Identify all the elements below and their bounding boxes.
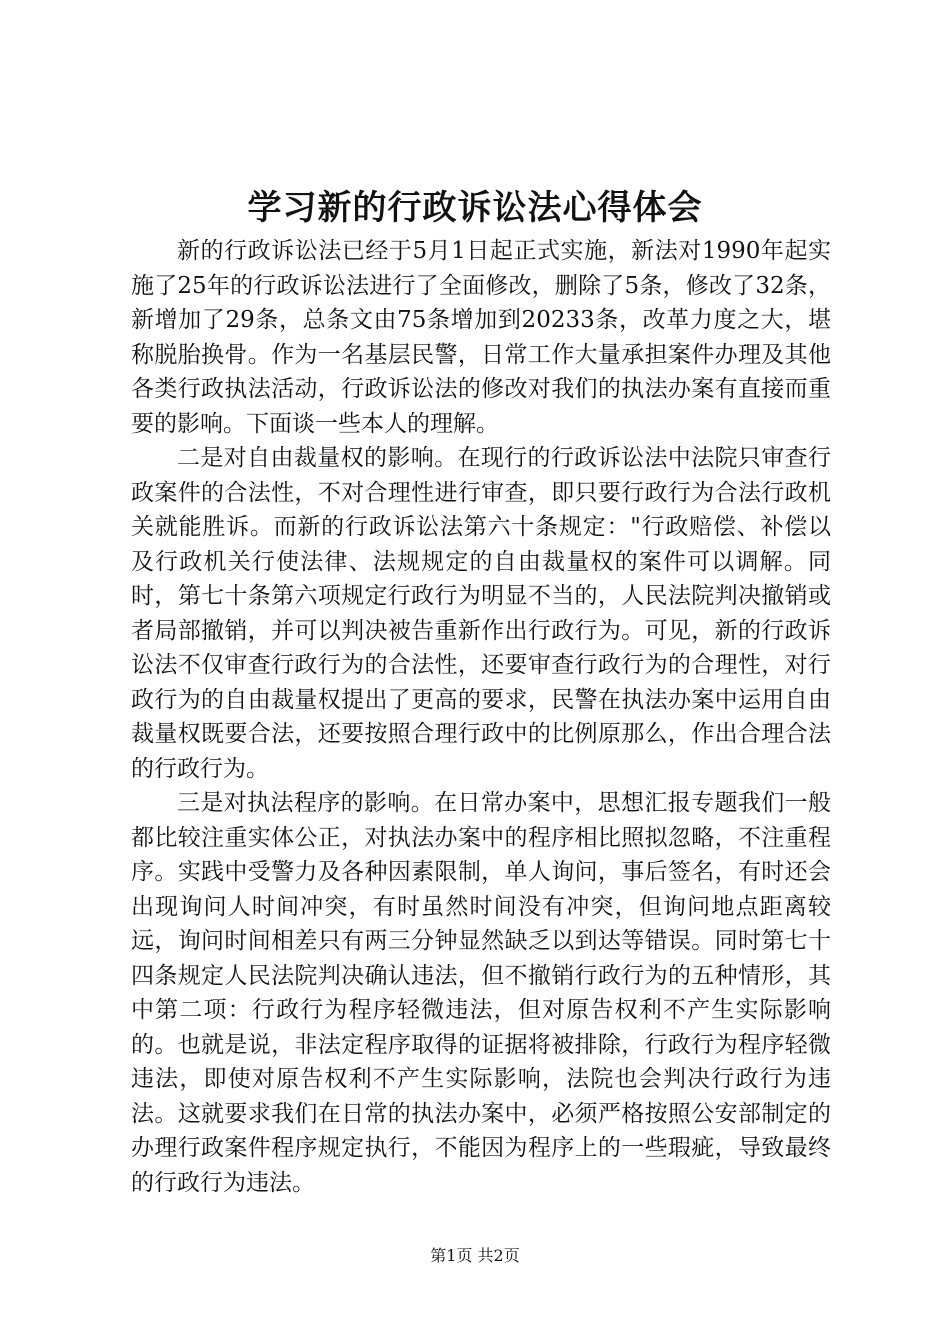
document-title: 学习新的行政诉讼法心得体会 bbox=[247, 188, 703, 228]
paragraph-intro: 新的行政诉讼法已经于5月1日起正式实施，新法对1990年起实施了25年的行政诉讼法进行了全面修改，删除了5条，修改了32条，新增加了29条，总条文由75条增加到20233条，改革力度之大，堪称脱胎换骨。作为一名基层民警，日常工作大量承担案件办理及其他各类行政执法活动，行政诉讼法的修改对我们的执法办案有直接而重要的影响。下面谈一些本人的理解。 bbox=[131, 238, 831, 437]
document-body bbox=[131, 234, 831, 1200]
paragraph-discretion: 二是对自由裁量权的影响。在现行的行政诉讼法中法院只审查行政案件的合法性，不对合理性进行审查，即只要行政行为合法行政机关就能胜诉。而新的行政诉讼法第六十条规定："行政赔偿、补偿以及行政机关行使法律、法规规定的自由裁量权的案件可以调解。同时，第七十条第六项规定行政行为明显不当的，人民法院判决撤销或者局部撤销，并可以判决被告重新作出行政行为。可见，新的行政诉讼法不仅审查行政行为的合法性，还要审查行政行为的合理性，对行政行为的自由裁量权提出了更高的要求，民警在执法办案中运用自由裁量权既要合法，还要按照合理行政中的比例原那么，作出合理合法的行政行为。 bbox=[131, 445, 831, 782]
page-footer: 第1页 共2页 bbox=[430, 1246, 520, 1265]
paragraph-procedure: 三是对执法程序的影响。在日常办案中，思想汇报专题我们一般都比较注重实体公正，对执法办案中的程序相比照拟忽略，不注重程序。实践中受警力及各种因素限制，单人询问，事后签名，有时还会出现询问人时间冲突，有时虽然时间没有冲突，但询问地点距离较远，询问时间相差只有两三分钟显然缺乏以到达等错误。同时第七十四条规定人民法院判决确认违法，但不撤销行政行为的五种情形，其中第二项：行政行为程序轻微违法，但对原告权利不产生实际影响的。也就是说，非法定程序取得的证据将被排除，行政行为程序轻微违法，即使对原告权利不产生实际影响，法院也会判决行政行为违法。这就要求我们在日常的执法办案中，必须严格按照公安部制定的办理行政案件程序规定执行，不能因为程序上的一些瑕疵，导致最终的行政行为违法。 bbox=[131, 790, 831, 1196]
